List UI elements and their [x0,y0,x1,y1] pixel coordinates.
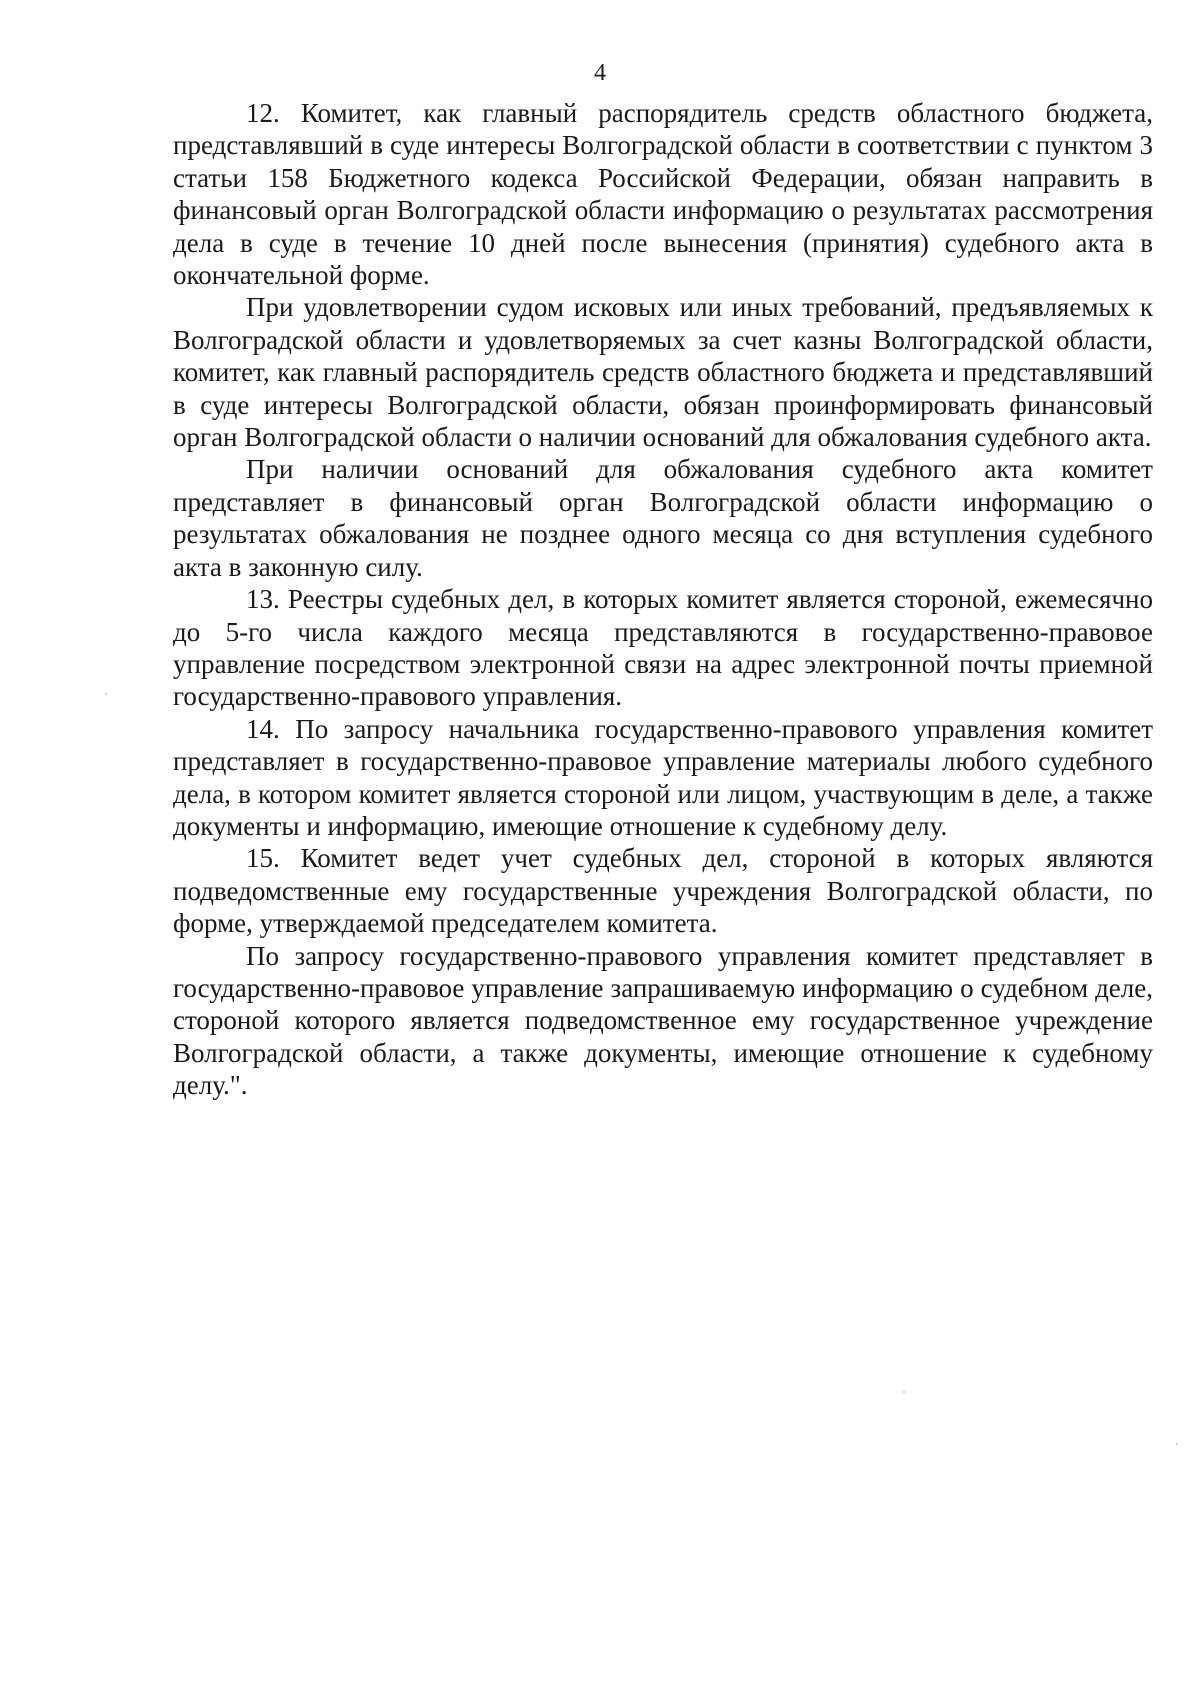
scan-speck [903,1391,905,1393]
paragraph-14: 14. По запросу начальника государственно-правового управления комитет представляет в государственно-правовое управление материалы любого судебного дела, в котором комитет является стороной или лицом, участвующим в деле, а также документы и информацию, имеющие отношение к судебному делу. [173,713,1153,841]
paragraph-request-information: По запросу государственно-правового управления комитет представляет в государственно-правовое управление запрашиваемую информацию о судебном деле, стороной которого является подведомственное ему государственное учреждение Волгоградской области, а также документы, имеющие отношение к судебному делу.". [173,940,1153,1101]
paragraph-appeal-grounds: При наличии оснований для обжалования судебного акта комитет представляет в финансовый орган Волгоградской области информацию о результатах обжалования не позднее одного месяца со дня вступления судебного акта в законную силу. [173,454,1153,582]
paragraph-12: 12. Комитет, как главный распорядитель средств областного бюджета, представлявший в суде интересы Волгоградской области в соответствии с пунктом 3 статьи 158 Бюджетного кодекса Российской Федерации, обязан направить в финансовый орган Волгоградской области информацию о результатах рассмотрения дела в суде в течение 10 дней после вынесения (принятия) судебного акта в окончательной форме. [173,98,1153,291]
scan-speck [1176,1443,1178,1445]
paragraph-13: 13. Реестры судебных дел, в которых комитет является стороной, ежемесячно до 5-го числа каждого месяца представляются в государственно-правовое управление посредством электронной связи на адрес электронной почты приемной государственно-правового управления. [173,584,1153,712]
paragraph-claims-satisfaction: При удовлетворении судом исковых или иных требований, предъявляемых к Волгоградской области и удовлетворяемых за счет казны Волгоградской области, комитет, как главный распорядитель средств областного бюджета и представлявший в суде интересы Волгоградской области, обязан проинформировать финансовый орган Волгоградской области о наличии оснований для обжалования судебного акта. [173,292,1153,453]
paragraph-15: 15. Комитет ведет учет судебных дел, стороной в которых являются подведомственные ему государственные учреждения Волгоградской области, по форме, утверждаемой председателем комитета. [173,843,1153,939]
page-number: 4 [594,60,606,86]
scan-speck [105,693,107,695]
document-body [173,97,1153,1102]
